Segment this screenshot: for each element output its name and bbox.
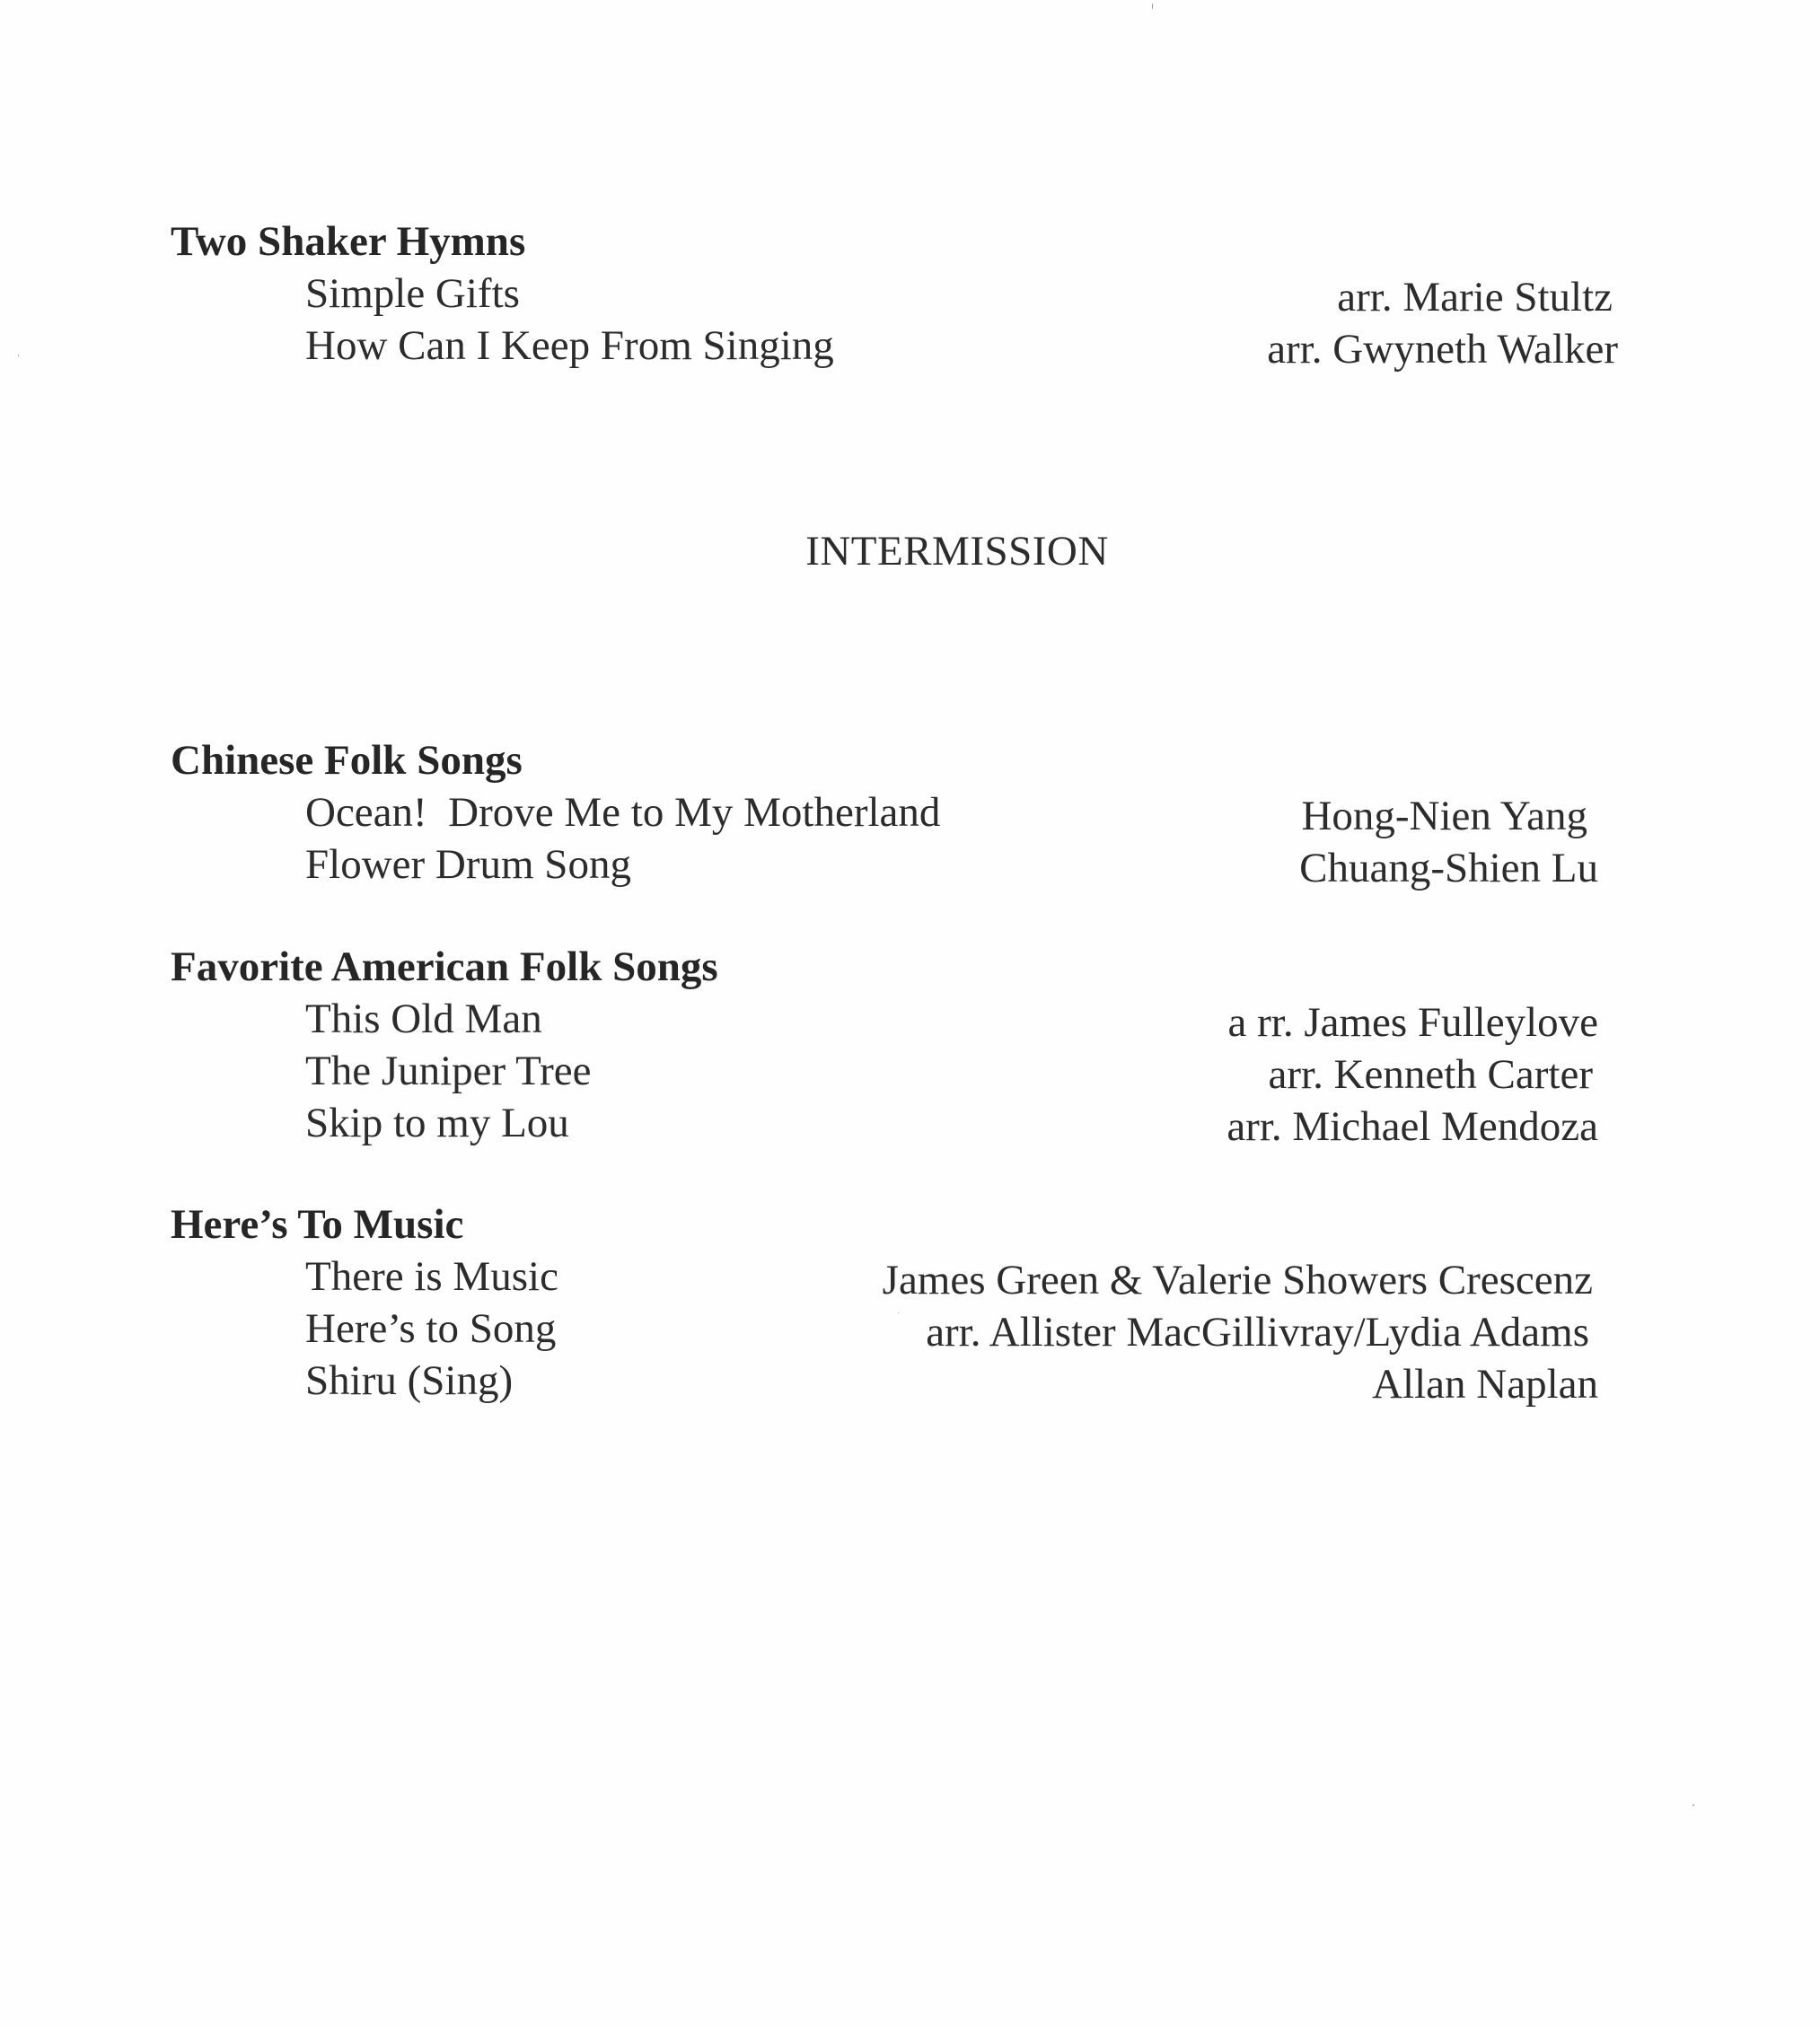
program-row bbox=[171, 1250, 1625, 1303]
section-title: Favorite American Folk Songs bbox=[171, 943, 718, 990]
piece-composer: arr. Allister MacGillivray/Lydia Adams bbox=[926, 1309, 1589, 1356]
piece-composer: arr. Michael Mendoza bbox=[1227, 1103, 1598, 1150]
scan-speck bbox=[898, 1312, 899, 1313]
piece-title: There is Music bbox=[305, 1253, 558, 1300]
piece-composer: arr. Kenneth Carter bbox=[1268, 1051, 1593, 1098]
piece-composer: James Green & Valerie Showers Crescenz bbox=[882, 1257, 1593, 1303]
section-title: Here’s To Music bbox=[171, 1201, 464, 1248]
program-row bbox=[171, 1045, 1625, 1097]
program-row bbox=[171, 320, 1625, 372]
piece-composer: Chuang-Shien Lu bbox=[1299, 845, 1598, 891]
section-title: Chinese Folk Songs bbox=[171, 737, 523, 784]
intermission-label: INTERMISSION bbox=[805, 528, 1109, 575]
section-title: Two Shaker Hymns bbox=[171, 218, 526, 265]
scan-speck bbox=[1152, 4, 1153, 9]
program-row bbox=[171, 1097, 1625, 1149]
program-section-chinese-folk-songs bbox=[171, 734, 1625, 891]
piece-title: Flower Drum Song bbox=[305, 841, 631, 888]
program-row bbox=[171, 993, 1625, 1045]
piece-title: Ocean! Drove Me to My Motherland bbox=[305, 789, 941, 836]
piece-composer: arr. Marie Stultz bbox=[1337, 274, 1613, 320]
program-row bbox=[171, 268, 1625, 320]
piece-composer: Allan Naplan bbox=[1372, 1361, 1598, 1408]
program-section-american-folk-songs bbox=[171, 941, 1625, 1149]
piece-title: How Can I Keep From Singing bbox=[305, 322, 834, 369]
program-section-heres-to-music bbox=[171, 1198, 1625, 1407]
piece-composer: Hong-Nien Yang bbox=[1301, 793, 1587, 839]
piece-title: This Old Man bbox=[305, 996, 542, 1042]
piece-composer: arr. Gwyneth Walker bbox=[1267, 326, 1618, 373]
piece-composer: a rr. James Fulleylove bbox=[1227, 999, 1598, 1046]
piece-title: Here’s to Song bbox=[305, 1305, 557, 1352]
piece-title: Shiru (Sing) bbox=[305, 1357, 514, 1404]
program-row bbox=[171, 838, 1625, 891]
program-row bbox=[171, 1355, 1625, 1407]
program-row bbox=[171, 786, 1625, 838]
program-row bbox=[171, 1303, 1625, 1355]
scan-speck bbox=[18, 355, 19, 356]
piece-title: The Juniper Tree bbox=[305, 1048, 592, 1094]
scan-speck bbox=[1693, 1804, 1694, 1806]
piece-title: Simple Gifts bbox=[305, 270, 520, 317]
program-section-shaker-hymns bbox=[171, 215, 1625, 372]
piece-title: Skip to my Lou bbox=[305, 1100, 569, 1146]
